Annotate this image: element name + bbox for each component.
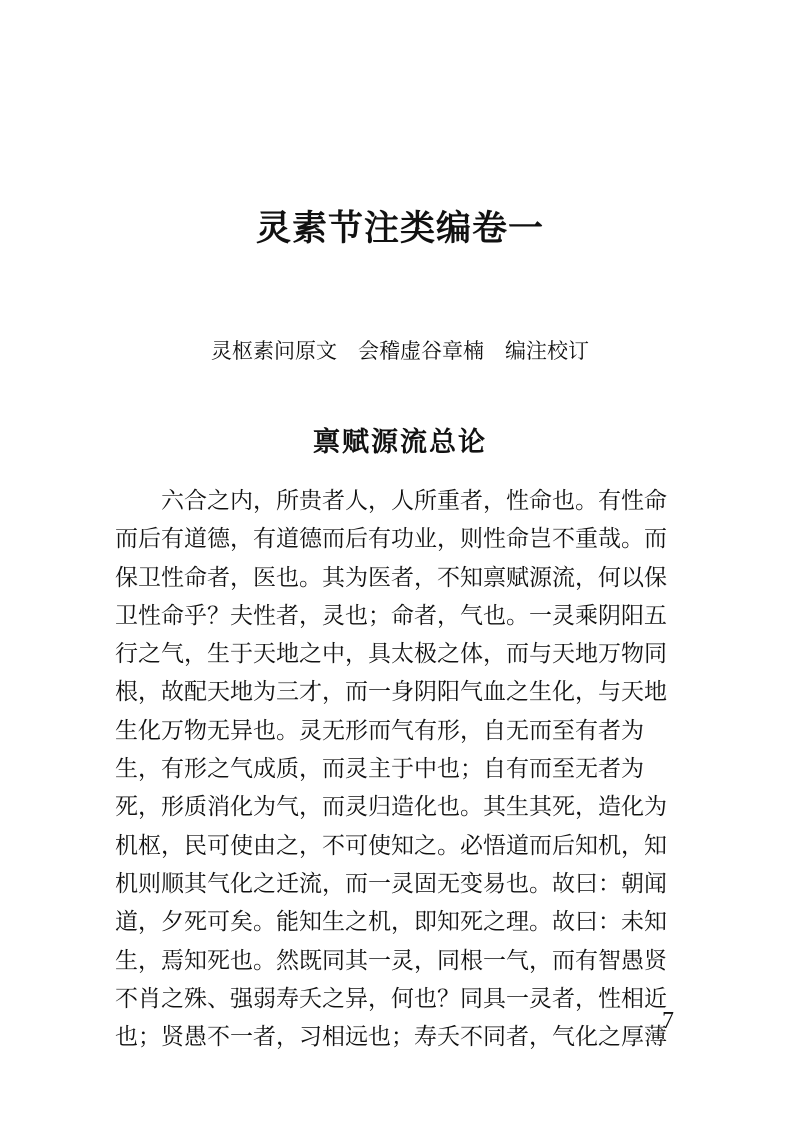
- author-byline: 灵枢素问原文 会稽虚谷章楠 编注校订: [211, 339, 589, 363]
- body-line: 而后有道德，有道德而后有功业，则性命岂不重哉。而: [115, 526, 667, 553]
- body-line: 生，焉知死也。然既同其一灵，同根一气，而有智愚贤: [115, 947, 667, 974]
- body-line: 保卫性命者，医也。其为医者，不知禀赋源流，何以保: [115, 564, 667, 591]
- body-line: 生化万物无异也。灵无形而气有形，自无而至有者为: [115, 717, 644, 744]
- body-line: 根，故配天地为三才，而一身阴阳气血之生化，与天地: [115, 679, 667, 706]
- body-line: 死，形质消化为气，而灵归造化也。其生其死，造化为: [115, 794, 667, 821]
- body-line: 生，有形之气成质，而灵主于中也；自有而至无者为: [115, 756, 644, 783]
- page-number: 7: [662, 1008, 674, 1034]
- section-heading: 禀赋源流总论: [313, 427, 487, 458]
- body-line: 也；贤愚不一者，习相远也；寿夭不同者，气化之厚薄: [115, 1024, 667, 1051]
- body-line: 不肖之殊、强弱寿夭之异，何也？同具一灵者，性相近: [115, 985, 667, 1012]
- body-text: [115, 482, 695, 1056]
- body-line: 六合之内，所贵者人，人所重者，性命也。有性命: [115, 488, 667, 514]
- page-title: 灵素节注类编卷一: [255, 208, 544, 249]
- body-line: 机枢，民可使由之，不可使知之。必悟道而后知机，知: [115, 832, 667, 859]
- body-line: 行之气，生于天地之中，具太极之体，而与天地万物同: [115, 641, 667, 668]
- body-line: 道，夕死可矣。能知生之机，即知死之理。故曰：未知: [115, 909, 667, 936]
- body-line: 机则顺其气化之迁流，而一灵固无变易也。故曰：朝闻: [115, 870, 667, 897]
- body-line: 卫性命乎？夫性者，灵也；命者，气也。一灵乘阴阳五: [115, 602, 667, 629]
